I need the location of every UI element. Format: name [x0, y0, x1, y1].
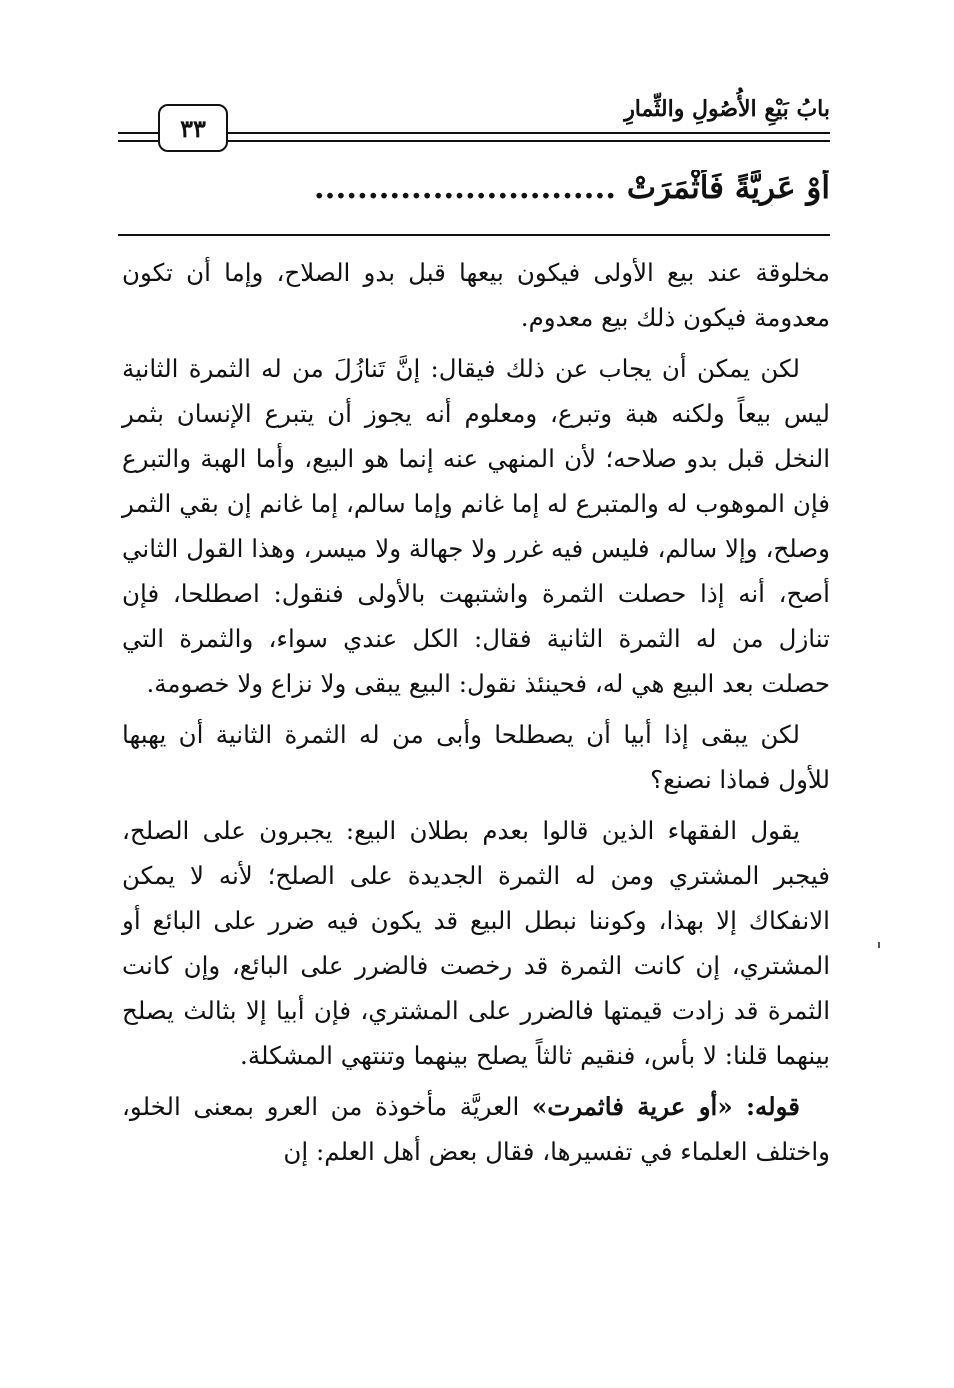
paragraph — [122, 1084, 830, 1174]
matn-line — [118, 170, 830, 206]
running-title: بابُ بَيْعِ الأُصُولِ والثِّمارِ — [624, 96, 830, 122]
matn-dots: ............................ — [313, 170, 617, 206]
quoted-term: قوله: «أو عرية فاثمرت» — [531, 1092, 800, 1121]
header-rule — [226, 132, 830, 142]
matn-separator — [118, 234, 830, 236]
page-header — [118, 96, 830, 156]
paragraph-text: العريَّة مأخوذة من العرو بمعنى الخلو، واختلف العلماء في تفسيرها، فقال بعض أهل العلم: إن — [122, 1092, 830, 1166]
page-number-text: ٣٣ — [180, 113, 206, 143]
paragraph: مخلوقة عند بيع الأولى فيكون بيعها قبل بدو الصلاح، وإما أن تكون معدومة فيكون ذلك بيع معدوم. — [122, 258, 830, 332]
paragraph: لكن يبقى إذا أبيا أن يصطلحا وأبى من له الثمرة الثانية أن يهبها للأول فماذا نصنع؟ — [122, 720, 830, 794]
matn-text: أَوْ عَرِيَّةً فَأَثْمَرَتْ — [626, 170, 830, 206]
paragraph: لكن يمكن أن يجاب عن ذلك فيقال: إنَّ تَنازُلَ من له الثمرة الثانية ليس بيعاً ولكنه هبة وتبرع، ومعلوم أنه يجوز أن يتبرع الإنسان بثمر النخل قبل بدو صلاحه؛ لأن المنهي عنه إنما هو البيع، وأما الهبة والتبرع فإن الموهوب له والمتبرع له إما غانم وإما سالم، إما غانم إن بقي الثمر وصلح، وإلا سالم، فليس فيه غرر ولا جهالة ولا ميسر، وهذا القول الثاني أصح، أنه إذا حصلت الثمرة واشتبهت بالأولى فنقول: اصطلحا، فإن تنازل من له الثمرة الثانية فقال: الكل عندي سواء، والثمرة التي حصلت بعد البيع هي له، فحينئذ نقول: البيع يبقى ولا نزاع ولا خصومة. — [122, 354, 830, 698]
page-number — [158, 104, 228, 152]
scan-mark — [878, 942, 880, 948]
paragraph: يقول الفقهاء الذين قالوا بعدم بطلان البيع: يجبرون على الصلح، فيجبر المشتري ومن له الثمرة الجديدة على الصلح؛ لأنه لا يمكن الانفكاك إلا بهذا، وكوننا نبطل البيع قد يكون فيه ضرر على البائع أو المشتري، إن كانت الثمرة قد رخصت فالضرر على البائع، وإن كانت الثمرة قد زادت قيمتها فالضرر على المشتري، فإن أبيا إلا بثالث يصلح بينهما قلنا: لا بأس، فنقيم ثالثاً يصلح بينهما وتنتهي المشكلة. — [122, 816, 830, 1070]
commentary-body — [122, 250, 830, 1180]
header-rule-left — [118, 132, 160, 142]
